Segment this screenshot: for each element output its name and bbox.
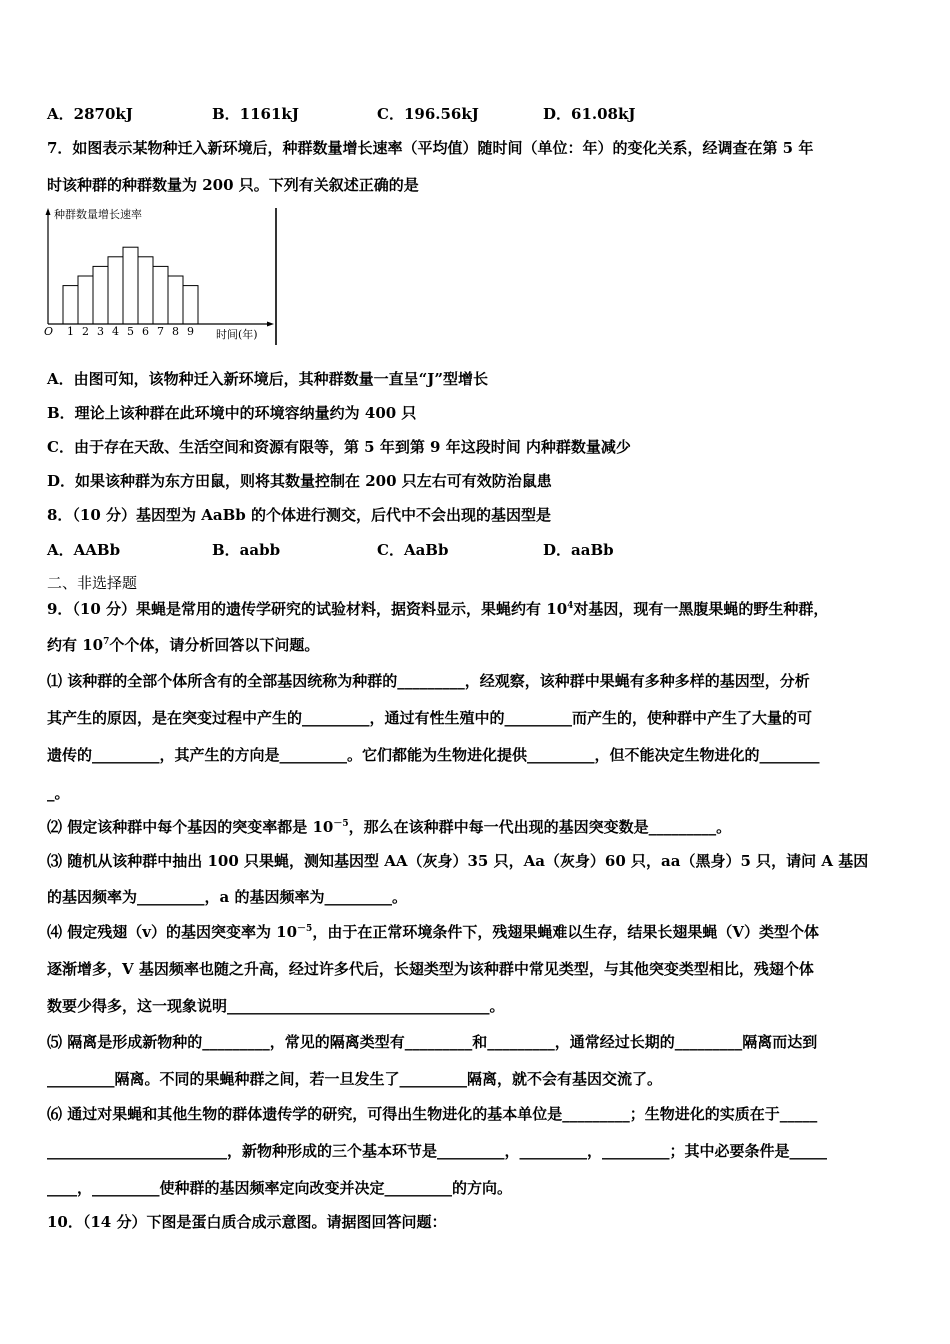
bar-year-9 — [183, 286, 198, 324]
q9-part3-line2: 的基因频率为_________，a 的基因频率为_________。 — [47, 888, 407, 906]
q7-option-b: B．理论上该种群在此环境中的环境容纳量约为 400 只 — [47, 404, 417, 422]
chart-tick-labels — [67, 325, 194, 338]
chart-bars — [63, 247, 198, 324]
q9-part4-line1-b: ，由于在正常环境条件下，残翅果蝇难以生存，结果长翅果蝇（V）类型个体 — [312, 923, 819, 941]
tick-label-6: 6 — [142, 325, 149, 338]
q9-part1-line3: 遗传的_________，其产生的方向是_________。它们都能为生物进化提供_________，但不能决定生物进化的________ — [47, 746, 820, 764]
bar-year-3 — [93, 266, 108, 324]
q8-option-a: A．AABb — [47, 541, 121, 559]
q7-stem-line2: 时该种群的种群数量为 200 只。下列有关叙述正确的是 — [47, 176, 419, 194]
q7-option-a: A．由图可知，该物种迁入新环境后，其种群数量一直呈“J”型增长 — [47, 370, 488, 388]
q9-part2-exp: －5 — [333, 819, 349, 829]
q8-option-d: D．aaBb — [543, 541, 614, 559]
bar-year-4 — [108, 257, 123, 324]
q9-part1-line1: ⑴ 该种群的全部个体所含有的全部基因统称为种群的_________，经观察，该种群中果蝇有多种多样的基因型，分析 — [47, 672, 810, 690]
q6-option-c: C．196.56kJ — [377, 105, 479, 123]
q9-stem-line2-b: 个个体，请分析回答以下问题。 — [109, 636, 320, 654]
q7-option-d: D．如果该种群为东方田鼠，则将其数量控制在 200 只左右可有效防治鼠患 — [47, 472, 552, 490]
tick-label-9: 9 — [187, 325, 194, 338]
q9-exp-2: 7 — [103, 637, 110, 647]
q9-part3-line1: ⑶ 随机从该种群中抽出 100 只果蝇，测知基因型 AA（灰身）35 只，Aa（灰身）60 只，aa（黑身）5 只，请问 A 基因 — [47, 852, 869, 870]
q9-stem-line2-a: 约有 10 — [47, 636, 104, 654]
q9-stem-line1-a: 9．（10 分）果蝇是常用的遗传学研究的试验材料，据资料显示，果蝇约有 10 — [47, 600, 568, 618]
chart-xlabel: 时间(年) — [216, 328, 258, 341]
q9-part1-line2: 其产生的原因，是在突变过程中产生的_________，通过有性生殖中的_________而产生的，使种群中产生了大量的可 — [47, 709, 813, 727]
q9-part6-line1: ⑹ 通过对果蝇和其他生物的群体遗传学的研究，可得出生物进化的基本单位是_________；生物进化的实质在于_____ — [47, 1105, 818, 1123]
q9-part1-line4: _。 — [47, 784, 70, 802]
tick-label-8: 8 — [172, 325, 179, 338]
q8-option-b: B．aabb — [212, 541, 281, 559]
section-heading: 二、非选择题 — [47, 574, 138, 592]
q10-stem: 10．（14 分）下图是蛋白质合成示意图。请据图回答问题： — [47, 1213, 447, 1231]
q7-option-c: C．由于存在天敌、生活空间和资源有限等，第 5 年到第 9 年这段时间 内种群数量减少 — [47, 438, 631, 456]
tick-label-2: 2 — [82, 325, 89, 338]
q9-part4-line1-a: ⑷ 假定残翅（v）的基因突变率为 10 — [47, 923, 298, 941]
q9-stem-line1-b: 对基因，现有一黑腹果蝇的野生种群， — [573, 600, 829, 618]
tick-label-7: 7 — [157, 325, 164, 338]
q6-option-a: A．2870kJ — [47, 105, 133, 123]
q7-stem-line1: 7．如图表示某物种迁入新环境后，种群数量增长速率（平均值）随时间（单位：年）的变化关系，经调查在第 5 年 — [47, 139, 814, 157]
q6-option-b: B．1161kJ — [212, 105, 299, 123]
q9-part2 — [47, 816, 731, 837]
q6-option-d: D．61.08kJ — [543, 105, 636, 123]
q9-part4-line2: 逐渐增多，V 基因频率也随之升高，经过许多代后，长翅类型为该种群中常见类型，与其他突变类型相比，残翅个体 — [47, 960, 814, 978]
chart-ylabel: 种群数量增长速率 — [54, 208, 142, 221]
q9-part5-line1: ⑸ 隔离是形成新物种的_________，常见的隔离类型有_________和_________，通常经过长期的_________隔离而达到 — [47, 1033, 818, 1051]
q9-stem-line1 — [47, 598, 828, 619]
q9-part4-exp: －5 — [297, 924, 313, 934]
q9-part5-line2: _________隔离。不同的果蝇种群之间，若一旦发生了_________隔离，就不会有基因交流了。 — [47, 1070, 663, 1088]
bar-year-2 — [78, 276, 93, 324]
q9-part4-line3: 数要少得多，这一现象说明___________________________________。 — [47, 997, 505, 1015]
q9-part2-a: ⑵ 假定该种群中每个基因的突变率都是 10 — [47, 818, 334, 836]
q9-part2-b: ，那么在该种群中每一代出现的基因突变数是_________。 — [348, 818, 732, 836]
q9-part6-line2: ________________________，新物种形成的三个基本环节是_________，_________，_________；其中必要条件是_____ — [47, 1142, 828, 1160]
q9-part4-line1 — [47, 921, 819, 942]
bar-year-6 — [138, 257, 153, 324]
tick-label-1: 1 — [67, 325, 74, 338]
bar-year-5 — [123, 247, 138, 324]
q8-stem: 8．（10 分）基因型为 AaBb 的个体进行测交，后代中不会出现的基因型是 — [47, 506, 552, 524]
bar-year-7 — [153, 266, 168, 324]
bar-year-1 — [63, 286, 78, 324]
tick-label-5: 5 — [127, 325, 134, 338]
growth-rate-chart — [42, 204, 287, 349]
q9-stem-line2 — [47, 634, 319, 655]
bar-year-8 — [168, 276, 183, 324]
q8-option-c: C．AaBb — [377, 541, 449, 559]
q9-part6-line3: ____，_________使种群的基因频率定向改变并决定_________的方向。 — [47, 1179, 513, 1197]
chart-origin-label: O — [44, 325, 54, 338]
q9-exp-1: 4 — [567, 601, 574, 611]
tick-label-4: 4 — [112, 325, 119, 338]
tick-label-3: 3 — [97, 325, 104, 338]
